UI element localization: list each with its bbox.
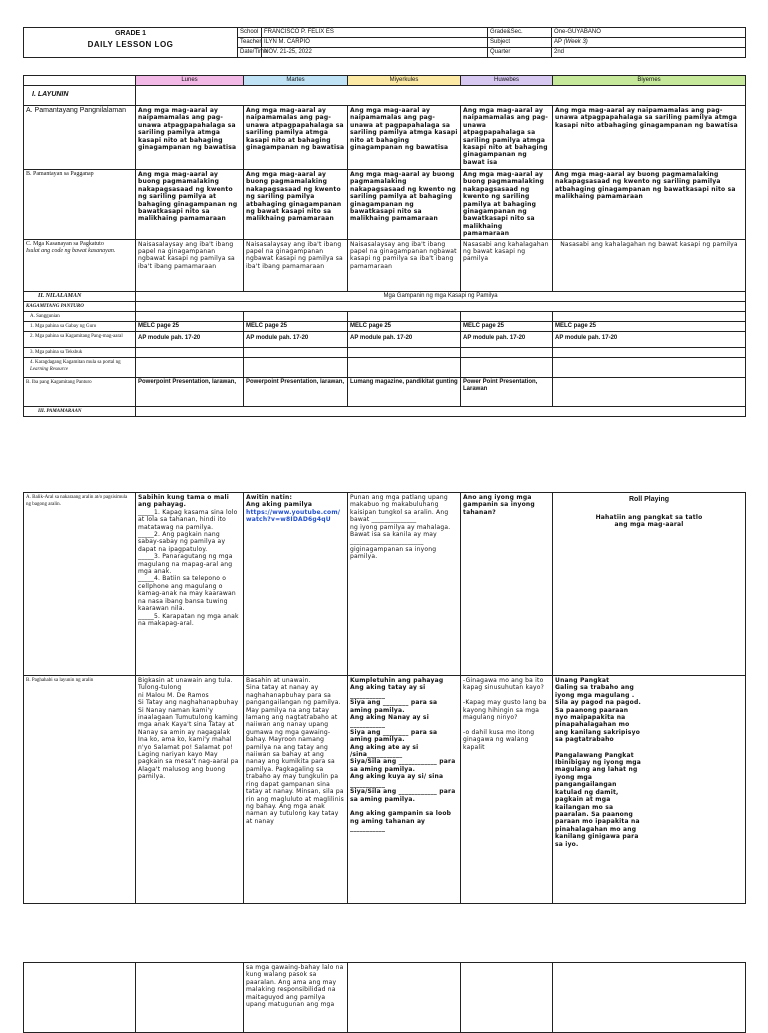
- melc-huwebes: MELC page 25: [461, 321, 553, 331]
- balik-martes-sub: Ang aking pamilya: [246, 501, 313, 509]
- apmodule-miyerkules: AP module pah. 17-20: [348, 331, 461, 347]
- apmodule-huwebes: AP module pah. 17-20: [461, 331, 553, 347]
- balik-martes-title: Awitin natin:: [246, 494, 293, 501]
- iba-biyernes: [553, 377, 746, 406]
- c-text-biyernes: Nasasabi ang kahalagahan ng bawat kasapi ng pamilya: [553, 239, 746, 291]
- continuation-martes: sa mga gawaing-bahay lalo na kung walang pasok sa paaralan. Ang ama ang may malaking responsibilidad na maitaguyod ang pamilya upang matugunan ang mga: [244, 963, 348, 1033]
- datetime-label: Date/Time: [238, 48, 262, 58]
- school-label: School: [238, 28, 262, 38]
- a-text-huwebes: Ang mga mag-aaral ay naipamamalas ang pag-unawa atpagpapahalaga sa sariling pamilya atmga kasapi nito at bahaging ginagampanan ng bawat isa: [461, 106, 553, 170]
- c-text-martes: Naisasalaysay ang iba't ibang papel na ginagampanan ngbawat kasapi ng pamilya sa iba't ibang pamamaraan: [244, 239, 348, 291]
- unang-pangkat-title: Unang Pangkat: [555, 677, 610, 684]
- header-table: [23, 27, 746, 58]
- c-text-miyerkules: Naisasalaysay ang iba't ibang papel na ginagampanan ngbawat kasapi ng pamilya sa iba't ibang pamamaraan: [348, 239, 461, 291]
- b-text-miyerkules: Ang mga mag-aaral ay buong pagmamalaking nakapagsasaad ng kwento ng sariling pamilya at bahaging ginagampanan ng bawatkasapi nito sa malikhaing pamamaraan: [348, 170, 461, 240]
- iba-martes: Powerpoint Presentation, larawan,: [244, 377, 348, 406]
- balik-lunes-body: _____1. Kapag kasama sina lolo at lola sa tahanan, hindi ito matatawag na pamilya. _____2. Ang pagkain nang sabay-sabay ng pamilya ay dapat na ipagpatuloy. _____3. Panaragutang ng mga magulang na mapag-aral ang mga anak. _____4. Batiin sa telepono o cellphone ang magulang o kamag-anak na may kaarawan na nasa ibang bansa tuwing kaarawan nila. _____5. Karapatan ng mga anak na makapag-aral.: [138, 508, 239, 627]
- b-text-lunes: Ang mga mag-aaral ay buong pagmamalaking nakapagsasaad ng kwento ng sariling pamilya at bahaging ginagampanan ng bawatkasapi nito sa malikhaing pamamaraan: [136, 170, 244, 240]
- b-text-biyernes: Ang mga mag-aaral ay buong pagmamalaking nakapagsasaad ng kwento ng sariling pamilya atbahaging ginagampanan ng bawatkasapi nito sa malikhaing pamamaraan: [553, 170, 746, 240]
- a-text-biyernes: Ang mga mag-aaral ay naipamamalas ang pag-unawa atpagpapahalaga sa sariling pamilya atmga kasapi nito atbahaging ginagampanan ng bawatisa: [553, 106, 746, 170]
- pagganap-label: B. Pamantayan sa Pagganap: [24, 170, 136, 240]
- continuation-table: [23, 962, 746, 1033]
- layunin-heading: I. LAYUNIN: [24, 86, 136, 106]
- gabay-guro-label: 1. Mga pahina sa Gabay ng Guro: [24, 321, 136, 331]
- quarter-label: Quarter: [488, 48, 552, 58]
- c-text-lunes: Naisasalaysay ang iba't ibang papel na ginagampanan ngbawat kasapi ng pamilya sa iba't ibang pamamaraan: [136, 239, 244, 291]
- apmodule-biyernes: AP module pah. 17-20: [553, 331, 746, 347]
- balik-biyernes: [553, 493, 746, 676]
- c-text-huwebes: Nasasabi ang kahalagahan ng bawat kasapi ng pamilya: [461, 239, 553, 291]
- lesson-table: [23, 75, 746, 417]
- iba-miyerkules: Lumang magazine, pandikitat gunting: [348, 377, 461, 406]
- melc-martes: MELC page 25: [244, 321, 348, 331]
- quarter-value: 2nd: [552, 48, 746, 58]
- nilalaman-label: II. NILALAMAN: [24, 291, 136, 301]
- a-text-lunes: Ang mga mag-aaral ay naipamamalas ang pag-unawa atpagpapahalaga sa sariling pamilya atmga kasapi nito at bahaging ginagampanan ng bawatisa: [136, 106, 244, 170]
- nilalaman-value: Mga Gampanin ng mga Kasapi ng Pamilya: [136, 291, 746, 301]
- day-header-huwebes: Huwebes: [461, 76, 553, 86]
- apmodule-lunes: AP module pah. 17-20: [136, 331, 244, 347]
- dll-title: DAILY LESSON LOG: [87, 40, 174, 49]
- a-text-miyerkules: Ang mga mag-aaral ay naipamamalas ang pag-unawa at pagpapahalaga sa sariling pamilya atmga kasapi nito at bahaging ginagampanan ng bawatisa: [348, 106, 461, 170]
- datetime-value: NOV. 21-25, 2022: [262, 48, 488, 58]
- pang-mag-aaral-label: 2. Mga pahina sa Kagamitang Pang-mag-aaral: [24, 331, 136, 347]
- header-title-cell: [24, 28, 238, 58]
- paghahabi-lunes: Bigkasin at unawain ang tula. Tulong-tulong ni Malou M. De Ramos Si Tatay ang naghahanapbuhay Si Nanay naman kami'y inaalagaan Tumutulong kaming mga anak Kaya't sina Tatay at Nanay sa amin ay nagagalak Ina ko, ama ko, kami'y mahal n'yo Salamat po! Salamat po! Laging nariyan kayo May pagkain sa mesa't nag-aaral pa Alaga't malusog ang buong pamilya.: [136, 676, 244, 904]
- kagamitan-label: KAGAMITANG PANTURO: [24, 301, 136, 311]
- balik-miyerkules: Punan ang mga patlang upang makabuo ng makabuluhang kaisipan tungkol sa aralin. Ang bawat ______________ ng iyong pamilya ay mahalaga. Bawat isa sa kanila ay may _______________________ giginagampanan sa inyong pamilya.: [348, 493, 461, 676]
- paghahabi-martes: Basahin at unawain. Sina tatay at nanay ay naghahanapbuhay para sa pangangailangan ng pamilya. May pamilya na ang tatay lamang ang nagtatrabaho at naiiwan ang nanay upang gumawa ng mga gawaing-bahay. Mayroon namang pamilya na ang tatay ang naiiwan sa bahay at ang nanay ang kumikita para sa pamilya. Pagkagaling sa trabaho ay may tungkulin pa ring dapat gampanan sina tatay at nanay. Minsan, sila pa rin ang magluluto at maglilinis ng bahay. Ang mga anak naman ay tutulong kay tatay at nanay: [244, 676, 348, 904]
- iba-label: B. Iba pang Kagamitang Panturo: [24, 377, 136, 406]
- balik-lunes-title: Sabihin kung tama o mali ang pahayag.: [138, 494, 230, 509]
- melc-lunes: MELC page 25: [136, 321, 244, 331]
- pamantayang-label: A. Pamantayang Pangnilalaman: [24, 106, 136, 170]
- pamamaraan-label: III. PAMAMARAAN: [24, 406, 136, 416]
- gradesec-value: One-GUYABANO: [552, 28, 746, 38]
- balik-martes: [244, 493, 348, 676]
- teksbuk-label: 3. Mga pahina sa Teksbuk: [24, 347, 136, 357]
- school-value: FRANCISCO P. FELIX ES: [262, 28, 488, 38]
- pamamaraan-table: [23, 492, 746, 904]
- melc-miyerkules: MELC page 25: [348, 321, 461, 331]
- youtube-link[interactable]: https://www.youtube.com/watch?v=w8IDAD6g4qU: [246, 508, 341, 524]
- kasanayan-sublabel: Isulat ang code ng bawat kasanayan.: [26, 247, 116, 254]
- portal-label: 4. Karagdagang Kagamitan mula sa portal ng Learning Resource: [24, 357, 136, 377]
- roll-playing-title: Roll Playing: [628, 496, 670, 503]
- paghahabi-huwebes: -Ginagawa mo ang ba ito kapag sinusuhutan kayo? -Kapag may gusto lang ba kayong hihingin sa mga magulang ninyo? -o dahil kusa mo itong ginagawa ng walang kapalit: [461, 676, 553, 904]
- roll-playing-body: Hahatiin ang pangkat sa tatlo ang mga mag-aaral: [595, 514, 703, 529]
- paghahabi-biyernes: Unang Pangkat Galing sa trabaho ang iyong mga magulang . Sila ay pagod na pagod. Sa paanong paaraan nyo maipapakita na pinapahalagahan mo ang kanilang sakripisyo sa pagtatrabaho Pangalawang Pangkat Ibinibigay ng iyong mga magulang ang lahat ng iyong mga pangangailangan katulad ng damit, pagkain at mga kailangan mo sa paaralan. Sa paanong paraan mo ipapakita na pinahalagahan mo ang kanilang ginigawa para sa iyo.: [553, 676, 746, 904]
- day-header-lunes: Lunes: [136, 76, 244, 86]
- b-text-huwebes: Ang mga mag-aaral ay buong pagmamalaking nakapagsasaad ng kwento ng sariling pamilya at bahaging ginagampanan ng bawatkasapi nito sa malikhaing pamamaraan: [461, 170, 553, 240]
- paghahabi-miyerkules: Kumpletuhin ang pahayag Ang aking tatay ay si ___________ Siya ang ________ para sa aming pamilya. Ang aking Nanay ay si ___________ Siya ang ________ para sa aming pamilya. Ang aking ate ay si /sina___________ Siya/Sila ang ____________ para sa aming pamilya. Ang aking kuya ay si/ sina ___________ Siya/Sila ang ____________ para sa aming pamilya. Ang aking gampanin sa loob ng aming tahanan ay ___________: [348, 676, 461, 904]
- iba-lunes: Powerpoint Presentation, larawan,: [136, 377, 244, 406]
- gradesec-label: Grade&Sec.: [488, 28, 552, 38]
- melc-biyernes: MELC page 25: [553, 321, 746, 331]
- week-label: (Week 3): [563, 39, 588, 45]
- balik-lunes: [136, 493, 244, 676]
- subject-value: AP (Week 3): [552, 38, 746, 48]
- teacher-value: ILYN M. CARPIO: [262, 38, 488, 48]
- subject-label: Subject: [488, 38, 552, 48]
- b-text-martes: Ang mga mag-aaral ay buong pagmamalaking nakapagsasaad ng kwento ng sariling pamilya atbahaging ginagampanan ng bawat kasapi nito sa malikhaing pamamaraan: [244, 170, 348, 240]
- pangalawang-pangkat-title: Pangalawang Pangkat: [555, 751, 634, 759]
- grade-label: GRADE 1: [114, 30, 147, 37]
- kasanayan-label: C. Mga Kasanayan sa Pagkatuto Isulat ang code ng bawat kasanayan.: [24, 239, 136, 291]
- sanggunian-label: A. Sanggunian: [24, 311, 136, 321]
- iba-huwebes: Power Point Presentation, Larawan: [461, 377, 553, 406]
- balik-aral-label: A. Balik-Aral sa nakaraang aralin at/o pagsisimula ng bagong aralin.: [24, 493, 136, 676]
- a-text-martes: Ang mga mag-aaral ay naipamamalas ang pag-unawa atpagpapahalaga sa sariling pamilya atmga kasapi nito at bahaging ginagampanan ng bawatisa: [244, 106, 348, 170]
- day-header-martes: Martes: [244, 76, 348, 86]
- day-header-biyernes: Biyernes: [553, 76, 746, 86]
- apmodule-martes: AP module pah. 17-20: [244, 331, 348, 347]
- paghahabi-label: B. Paghahabi sa layunin ng aralin: [24, 676, 136, 904]
- day-header-miyerkules: Miyerkules: [348, 76, 461, 86]
- teacher-label: Teacher: [238, 38, 262, 48]
- balik-huwebes: Ano ang iyong mga gampanin sa inyong tahanan?: [461, 493, 553, 676]
